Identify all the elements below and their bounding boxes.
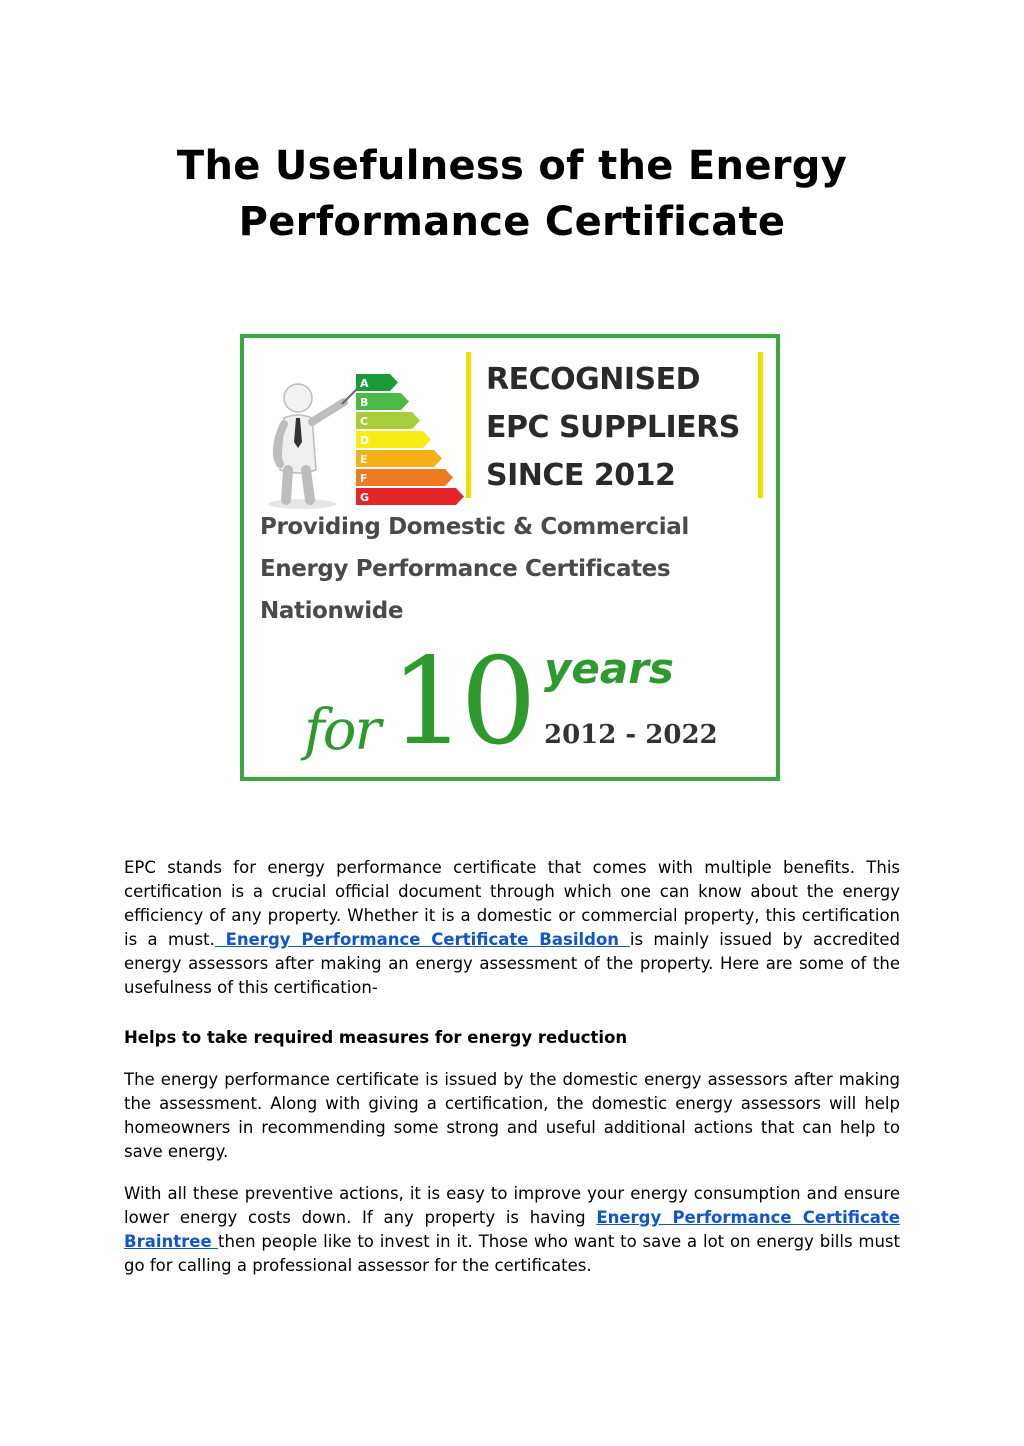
epc-banner-image [240, 334, 780, 781]
paragraph-intro-text-2: is mainly issued by accredited energy assessors after making an energy assessment of the property. Here are some of the usefulness of this certification- [124, 930, 900, 997]
rating-letter-a: A [360, 377, 369, 390]
banner-for-10-years [304, 633, 764, 772]
paragraph-preventive [124, 1182, 900, 1278]
rating-letter-b: B [360, 396, 369, 409]
page-title-line-2: Performance Certificate [238, 199, 786, 245]
presenter-figure-icon [258, 360, 358, 510]
epc-rating-scale-icon [356, 374, 468, 510]
banner-providing-text [260, 506, 772, 632]
paragraph-preventive-text-2: then people like to invest in it. Those who want to save a lot on energy bills must go for calling a professional assessor for the certificates. [124, 1232, 901, 1275]
banner-year-range: 2012 - 2022 [544, 720, 718, 750]
yellow-divider-left [466, 352, 471, 498]
banner-providing-line-3: Nationwide [260, 598, 404, 624]
rating-bar-e [356, 450, 442, 467]
rating-letter-g: G [360, 491, 370, 504]
banner-providing-line-2: Energy Performance Certificates [260, 556, 671, 582]
paragraph-intro [124, 856, 900, 1000]
banner-for-text: for [304, 698, 380, 763]
paragraph-assessment: The energy performance certificate is issued by the domestic energy assessors after making the assessment. Along with giving a certification, the domestic energy assessors will help homeowners in recommending some strong and useful additional actions that can help to save energy. [124, 1070, 900, 1161]
link-epc-braintree[interactable]: Energy Performance Certificate Braintree [124, 1208, 900, 1251]
rating-bar-f [356, 469, 453, 486]
rating-bar-g [356, 488, 464, 505]
banner-headline [486, 356, 766, 500]
banner-providing-line-1: Providing Domestic & Commercial [260, 514, 689, 540]
banner-headline-line-2: EPC SUPPLIERS [486, 410, 740, 445]
rating-letter-d: D [360, 434, 370, 447]
paragraph-preventive-text-1: With all these preventive actions, it is easy to improve your energy consumption and ensure lower energy costs down. If any property is having [124, 1184, 900, 1227]
link-epc-basildon[interactable]: Energy Performance Certificate Basildon [214, 930, 630, 949]
rating-letter-c: C [360, 415, 369, 428]
banner-years-text: years [544, 644, 674, 693]
banner-headline-line-3: SINCE 2012 [486, 458, 676, 493]
page-title-line-1: The Usefulness of the Energy [176, 143, 848, 189]
page-title [112, 138, 912, 250]
rating-letter-f: F [360, 472, 368, 485]
article-body [124, 856, 900, 1296]
banner-headline-line-1: RECOGNISED [486, 362, 701, 397]
banner-ten-text: 10 [390, 633, 531, 772]
paragraph-intro-text-1: EPC stands for energy performance certificate that comes with multiple benefits. This certification is a crucial official document through which one can know about the energy efficiency of any property. Whether it is a domestic or commercial property, this certification is a must. [124, 858, 900, 949]
section-heading: Helps to take required measures for energy reduction [124, 1028, 628, 1047]
rating-letter-e: E [360, 453, 368, 466]
